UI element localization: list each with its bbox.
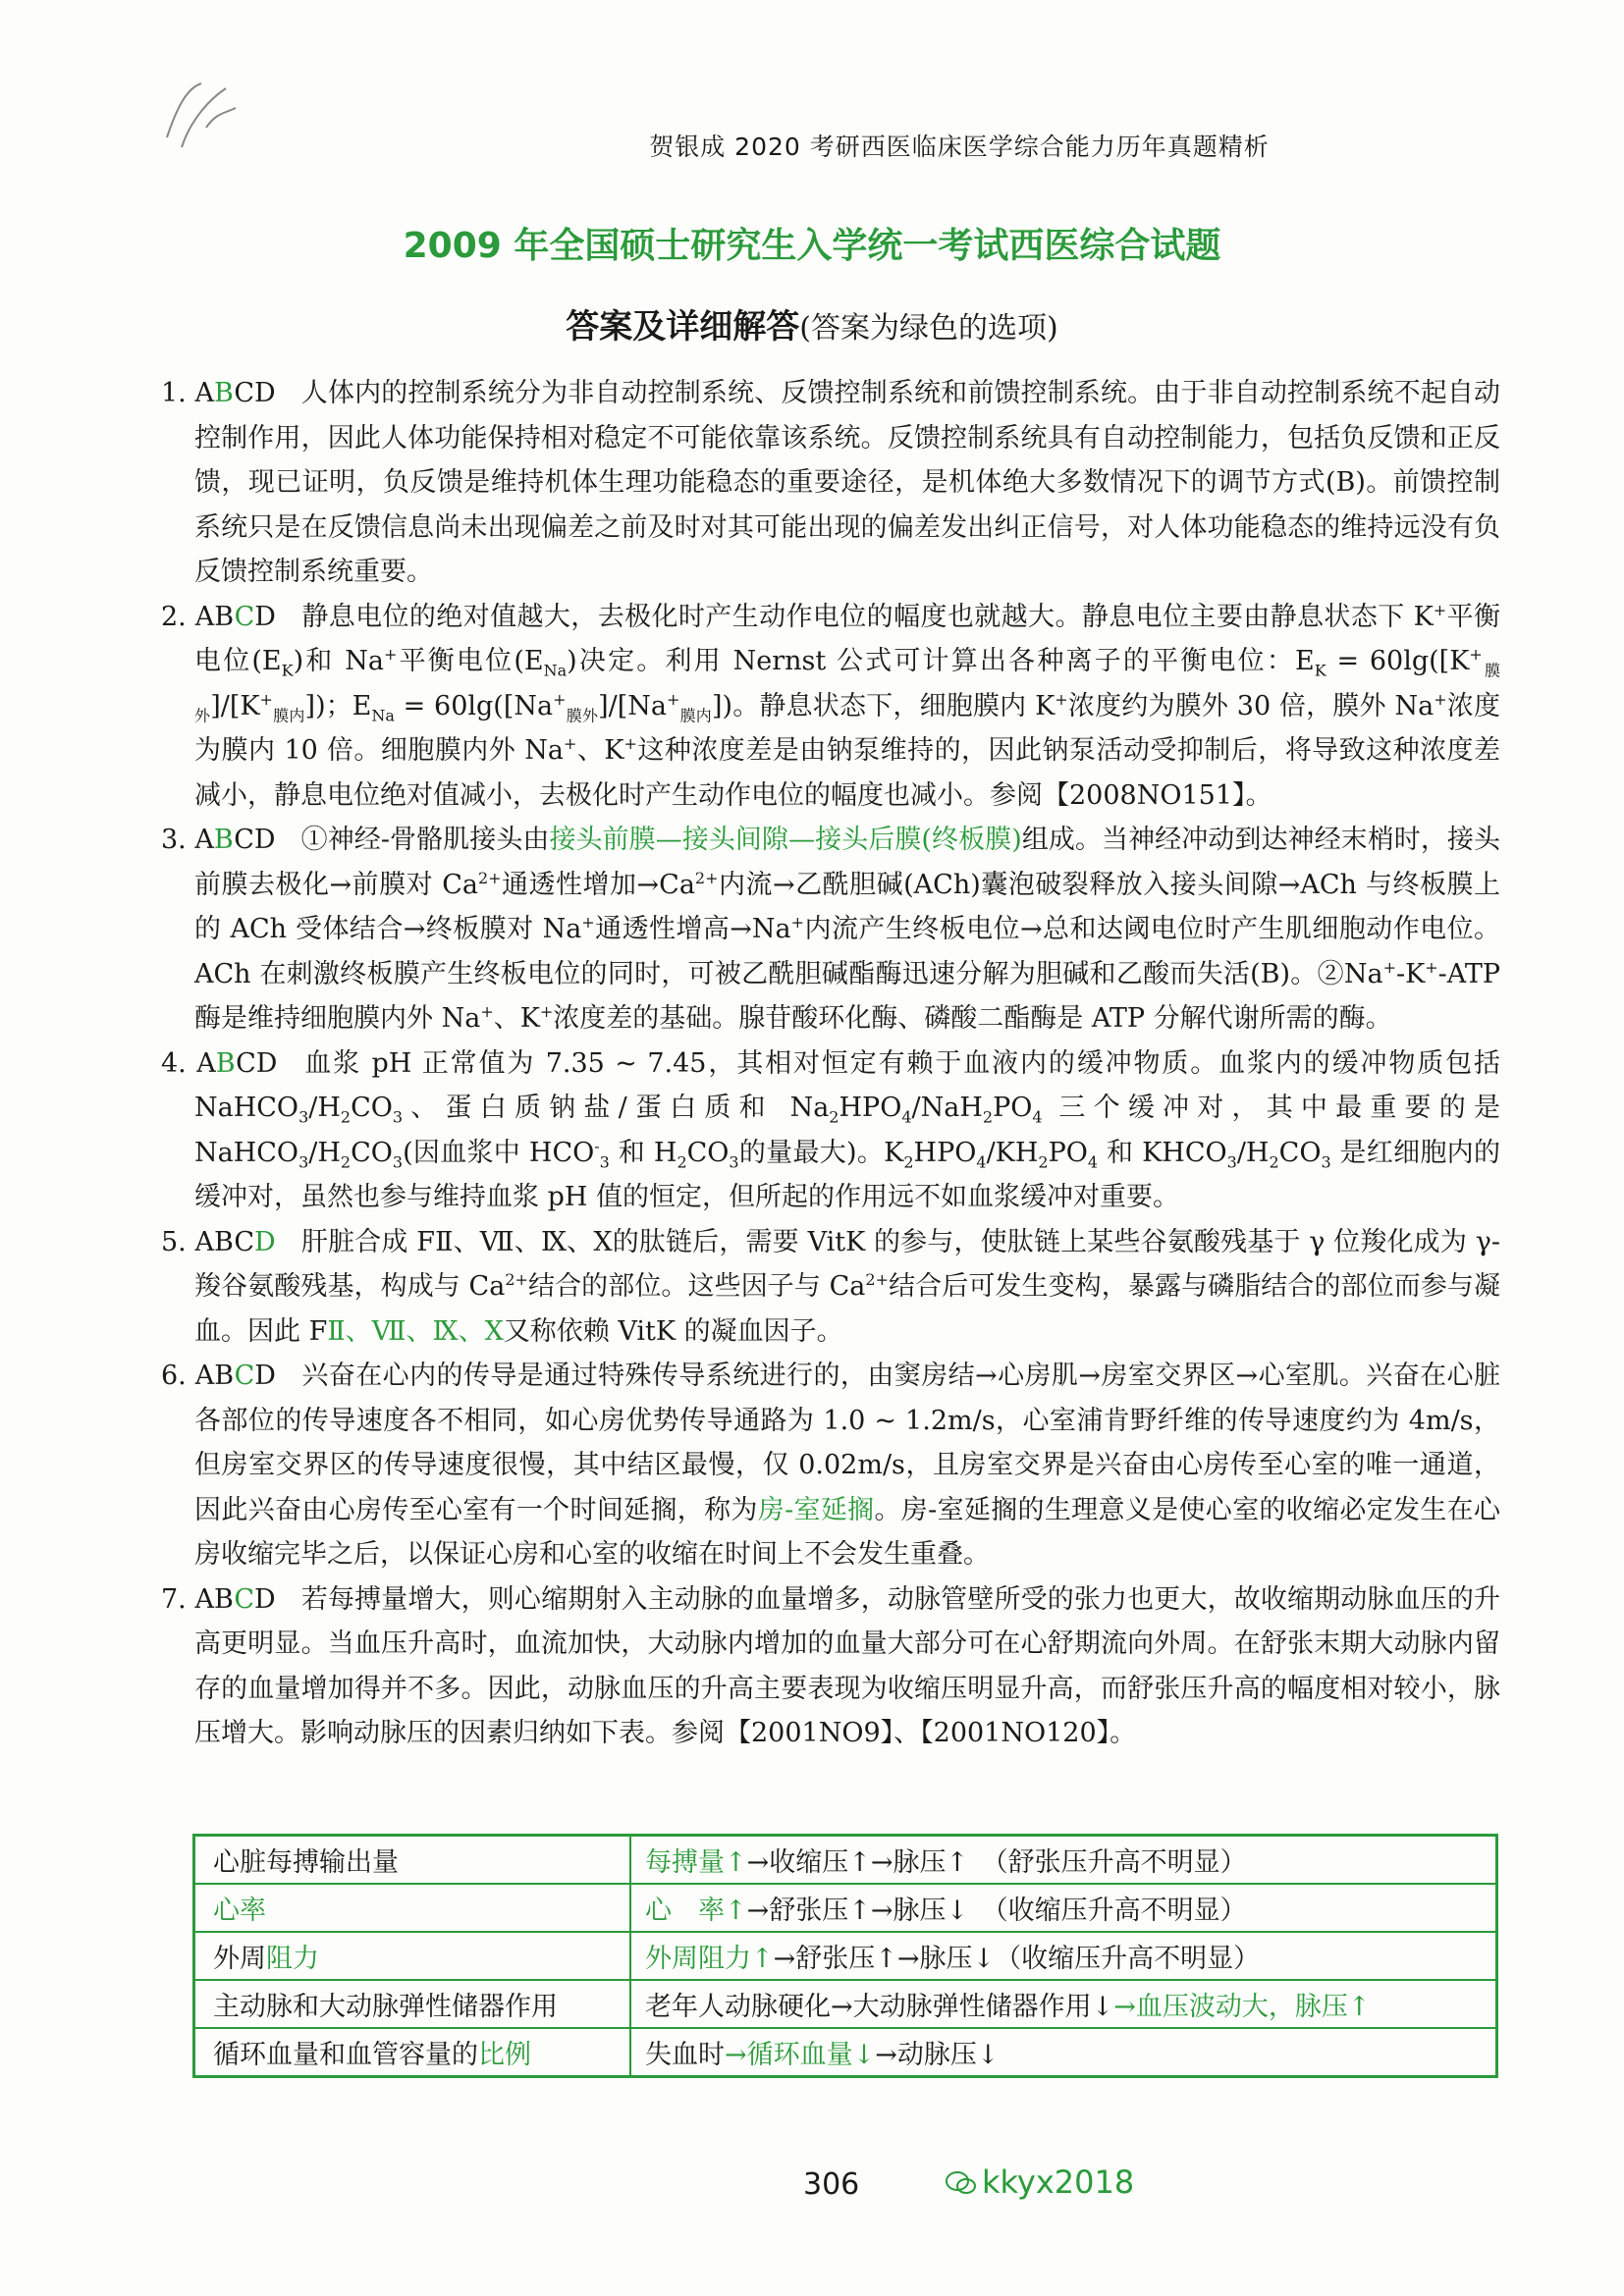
blood-pressure-factors-table	[192, 1834, 1498, 2078]
running-header: 贺银成 2020 考研西医临床医学综合能力历年真题精析	[649, 133, 1270, 161]
page-subtitle	[0, 299, 1624, 347]
table-cell: 每搏量↑→收缩压↑→脉压↑ （舒张压升高不明显）	[630, 1836, 1497, 1885]
answer-options: ABCD	[194, 378, 276, 408]
table-row	[194, 1932, 1497, 1980]
table-row	[194, 2028, 1497, 2077]
question-4: 4. ABCD 血浆 pH 正常值为 7.35 ~ 7.45，其相对恒定有赖于血液内的缓冲物质。血浆内的缓冲物质包括 $NaHCO_3/H_2CO_3$、蛋白质钠盐/蛋白质和 $Na_2HPO_4/NaH_2PO_4$ 三个缓冲对，其中最重要的是 $NaHCO_3/H_2CO_3$(因血浆中 $HCO^-_3$ 和 $H_2CO_3$的量最大)。$K_2HPO_4/KH_2PO_4$ 和 $KHCO_3/H_2CO_3$ 是红细胞内的缓冲对，虽然也参与维持血浆 pH 值的恒定，但所起的作用远不如血浆缓冲对重要。	[161, 1041, 1500, 1220]
question-5: 5. ABCD 肝脏合成 FⅡ、Ⅶ、Ⅸ、Ⅹ的肽链后，需要 VitK 的参与，使肽链上某些谷氨酸残基于 γ 位羧化成为 γ-羧谷氨酸残基，构成与 $Ca^{2+}$结合的部位。这些因子与 $Ca^{2+}$结合后可发生变构，暴露与磷脂结合的部位而参与凝血。因此 FⅡ、Ⅶ、Ⅸ、Ⅹ又称依赖 VitK 的凝血因子。	[161, 1220, 1500, 1355]
question-6: 6. ABCD 兴奋在心内的传导是通过特殊传导系统进行的，由窦房结→心房肌→房室交界区→心室肌。兴奋在心脏各部位的传导速度各不相同，如心房优势传导通路为 1.0 ~ 1.2m/s，心室浦肯野纤维的传导速度约为 4m/s，但房室交界区的传导速度很慢，其中结区最慢，仅 0.02m/s，且房室交界是兴奋由心房传至心室的唯一通道，因此兴奋由心房传至心室有一个时间延搁，称为房-室延搁。房-室延搁的生理意义是使心室的收缩必定发生在心房收缩完毕之后，以保证心房和心室的收缩在时间上不会发生重叠。	[161, 1354, 1500, 1577]
answer-content	[161, 371, 1500, 1756]
answer-options: ABCD	[194, 1583, 276, 1615]
table-row	[194, 1836, 1497, 1885]
watermark: kkyx2018	[945, 2163, 1134, 2201]
subtitle-note: (答案为绿色的选项)	[799, 311, 1058, 346]
table-cell: 主动脉和大动脉弹性储器作用	[194, 1980, 631, 2028]
table-cell: 老年人动脉硬化→大动脉弹性储器作用↓→血压波动大，脉压↑	[630, 1980, 1497, 2028]
wechat-icon	[945, 2169, 978, 2197]
question-2: 2. ABCD 静息电位的绝对值越大，去极化时产生动作电位的幅度也就越大。静息电位主要由静息状态下 K+平衡电位$(E_K)$和 Na+平衡电位$(E_{Na})$决定。利用 Nernst 公式可计算出各种离子的平衡电位：$E_K = 60\lg([K^+_{膜外}]/[K^+_{膜内}])$；$E_{Na} = 60\lg([Na^+_{膜外}]/[Na^+_{膜内}])$。静息状态下，细胞膜内 K+浓度约为膜外 30 倍，膜外 Na+浓度为膜内 10 倍。细胞膜内外 Na+、K+这种浓度差是由钠泵维持的，因此钠泵活动受抑制后，将导致这种浓度差减小，静息电位绝对值减小，去极化时产生动作电位的幅度也减小。参阅【2008NO151】。	[161, 595, 1500, 819]
answer-options: ABCD	[194, 601, 276, 632]
table-cell: 心 率↑→舒张压↑→脉压↓ （收缩压升高不明显）	[630, 1884, 1497, 1932]
page-number: 306	[803, 2167, 860, 2202]
answer-options: ABCD	[194, 1226, 276, 1257]
subtitle-main: 答案及详细解答	[566, 307, 800, 347]
table-row	[194, 1884, 1497, 1932]
answer-options: ABCD	[194, 825, 276, 855]
answer-options: ABCD	[194, 1361, 276, 1391]
table-cell: 外周阻力↑→舒张压↑→脉压↓（收缩压升高不明显）	[630, 1932, 1497, 1980]
answer-options: ABCD	[196, 1047, 278, 1079]
question-1: 1. ABCD 人体内的控制系统分为非自动控制系统、反馈控制系统和前馈控制系统。由于非自动控制系统不起自动控制作用，因此人体功能保持相对稳定不可能依靠该系统。反馈控制系统具有自动控制能力，包括负反馈和正反馈，现已证明，负反馈是维持机体生理功能稳态的重要途径，是机体绝大多数情况下的调节方式(B)。前馈控制系统只是在反馈信息尚未出现偏差之前及时对其可能出现的偏差发出纠正信号，对人体功能稳态的维持远没有负反馈控制系统重要。	[161, 371, 1500, 595]
page-title: 2009 年全国硕士研究生入学统一考试西医综合试题	[403, 226, 1221, 266]
question-7: 7. ABCD 若每搏量增大，则心缩期射入主动脉的血量增多，动脉管壁所受的张力也更大，故收缩期动脉血压的升高更明显。当血压升高时，血流加快，大动脉内增加的血量大部分可在心舒期流向外周。在舒张末期大动脉内留存的血量增加得并不多。因此，动脉血压的升高主要表现为收缩压明显升高，而舒张压升高的幅度相对较小，脉压增大。影响动脉压的因素归纳如下表。参阅【2001NO9】、【2001NO120】。	[161, 1577, 1500, 1756]
table-cell: 循环血量和血管容量的比例	[194, 2028, 631, 2077]
table-cell: 心脏每搏输出量	[194, 1836, 631, 1885]
table-cell: 失血时→循环血量↓→动脉压↓	[630, 2028, 1497, 2077]
table-cell: 外周阻力	[194, 1932, 631, 1980]
table-cell: 心率	[194, 1884, 631, 1932]
table-row	[194, 1980, 1497, 2028]
question-3: 3. ABCD ①神经-骨骼肌接头由接头前膜—接头间隙—接头后膜(终板膜)组成。当神经冲动到达神经末梢时，接头前膜去极化→前膜对 $Ca^{2+}$通透性增加$\to Ca^{2+}$内流→乙酰胆碱(ACh)囊泡破裂释放入接头间隙→ACh 与终板膜上的 ACh 受体结合→终板膜对 Na+通透性增高→Na+内流产生终板电位→总和达阈电位时产生肌细胞动作电位。ACh 在刺激终板膜产生终板电位的同时，可被乙酰胆碱酯酶迅速分解为胆碱和乙酸而失活(B)。②Na+-K+-ATP 酶是维持细胞膜内外 Na+、K+浓度差的基础。腺苷酸环化酶、磷酸二酯酶是 ATP 分解代谢所需的酶。	[161, 818, 1500, 1041]
